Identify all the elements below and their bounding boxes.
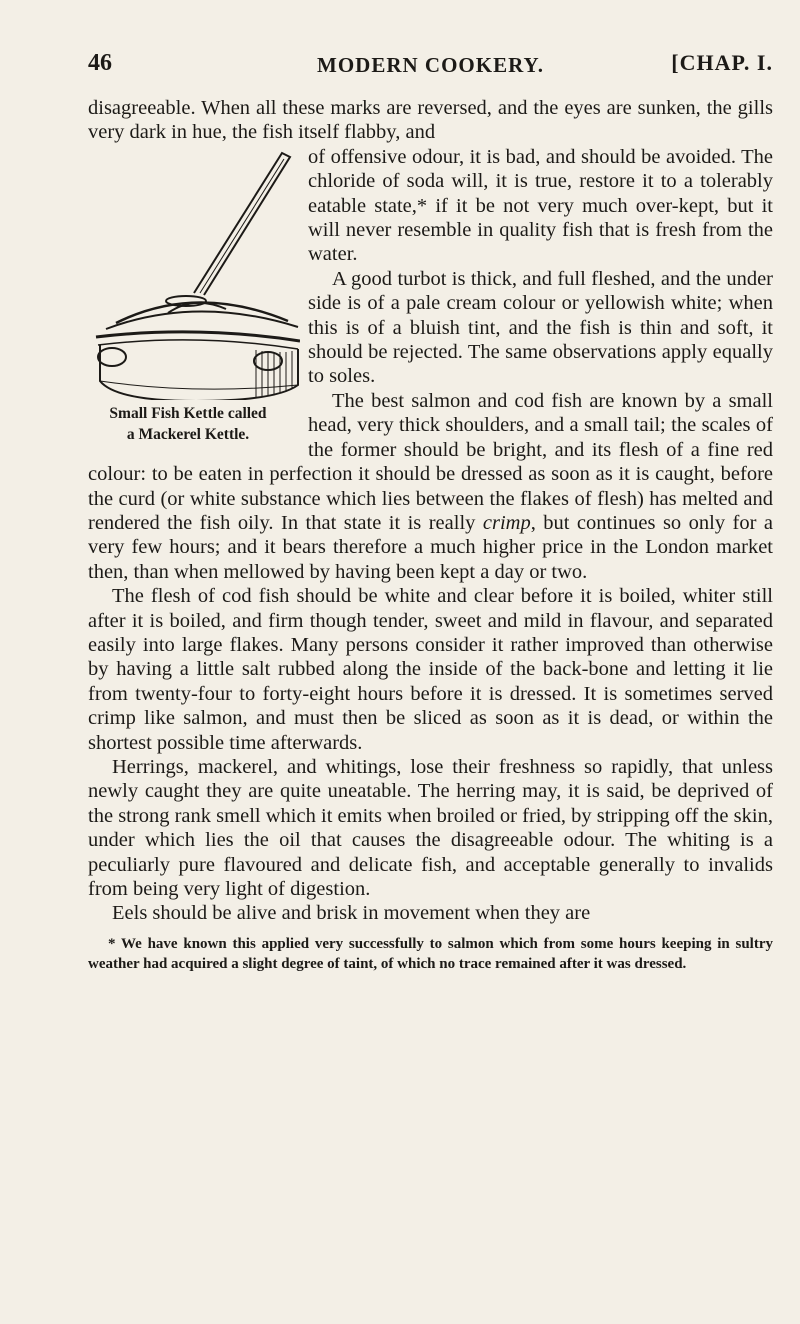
page-header	[88, 50, 773, 84]
figure-caption	[76, 403, 300, 445]
paragraph-5	[88, 755, 773, 901]
fish-kettle-illustration	[76, 145, 300, 400]
paragraph-1-lead: disagreeable. When all these marks are reversed, and the eyes are sunken, the gills very dark in hue, the fish itself flabby, and	[88, 97, 773, 144]
paragraph-2-text: A good turbot is thick, and full fleshed, and the under side is of a pale cream colour or yellowish white; when this is of a bluish tint, and the fish is thin and soft, it should be rejected. The same observations apply equally to soles.	[308, 267, 773, 388]
body-text	[88, 96, 773, 974]
caption-line-1: Small Fish Kettle called	[109, 404, 267, 422]
chapter-label: [CHAP. I.	[671, 50, 773, 75]
footnote	[88, 934, 773, 974]
crimp-italic: crimp	[482, 511, 531, 534]
page-number: 46	[88, 50, 112, 76]
caption-line-2: a Mackerel Kettle.	[126, 425, 250, 443]
paragraph-4	[88, 584, 773, 755]
running-title: MODERN COOKERY.	[317, 53, 544, 77]
footnote-marker: *	[108, 935, 116, 952]
fish-kettle-figure	[76, 145, 300, 450]
paragraph-6-text: Eels should be alive and brisk in movement when they are	[112, 902, 591, 925]
paragraph-1-rest: of offensive odour, it is bad, and should be avoided. The chloride of soda will, it is true, restore it to a tolerably eatable state,* if it be not very much over-kept, but it will never resemble in quality fish that is fresh from the water.	[308, 145, 773, 266]
paragraph-4-text: The flesh of cod fish should be white and clear before it is boiled, whiter still after it is boiled, and firm though tender, sweet and mild in flavour, and separated easily into large flakes. Many persons consider it rather improved than otherwise by having a little salt rubbed along the inside of the back-bone and letting it lie from twenty-four to forty-eight hours before it is dressed. It is sometimes served crimp like salmon, and must then be sliced as soon as it is dead, or within the shortest possible time afterwards.	[88, 585, 773, 754]
paragraph-3-end: , but continues so only for a very few hours; and it bears therefore a much higher price in the London market then, than when mellowed by having been kept a day or two.	[88, 511, 774, 583]
paragraph-6	[88, 901, 773, 925]
paragraph-5-text: Herrings, mackerel, and whitings, lose their freshness so rapidly, that unless newly caught they are quite uneatable. The herring may, it is said, be deprived of the strong rank smell which it emits when broiled or fried, by stripping off the skin, under which lies the oil that causes the disagreeable odour. The whiting is a peculiarly pure flavoured and delicate fish, and acceptable generally to invalids from being very light of digestion.	[88, 755, 773, 900]
footnote-text: We have known this applied very successfully to salmon which from some hours keeping in sultry weather had acquired a slight degree of taint, of which no trace remained after it was dressed.	[88, 935, 773, 972]
paragraph-3-text: The best salmon and cod fish are known by a small head, very thick shoulders, and a small tail; the scales of the former should be bright, and its flesh of a fine red colour: to be eaten in perfection it should be dressed as soon as it is caught, before the curd (or white substance which lies between the flakes of flesh) has melted and rendered the fish oily. In that state it is really	[88, 389, 773, 534]
